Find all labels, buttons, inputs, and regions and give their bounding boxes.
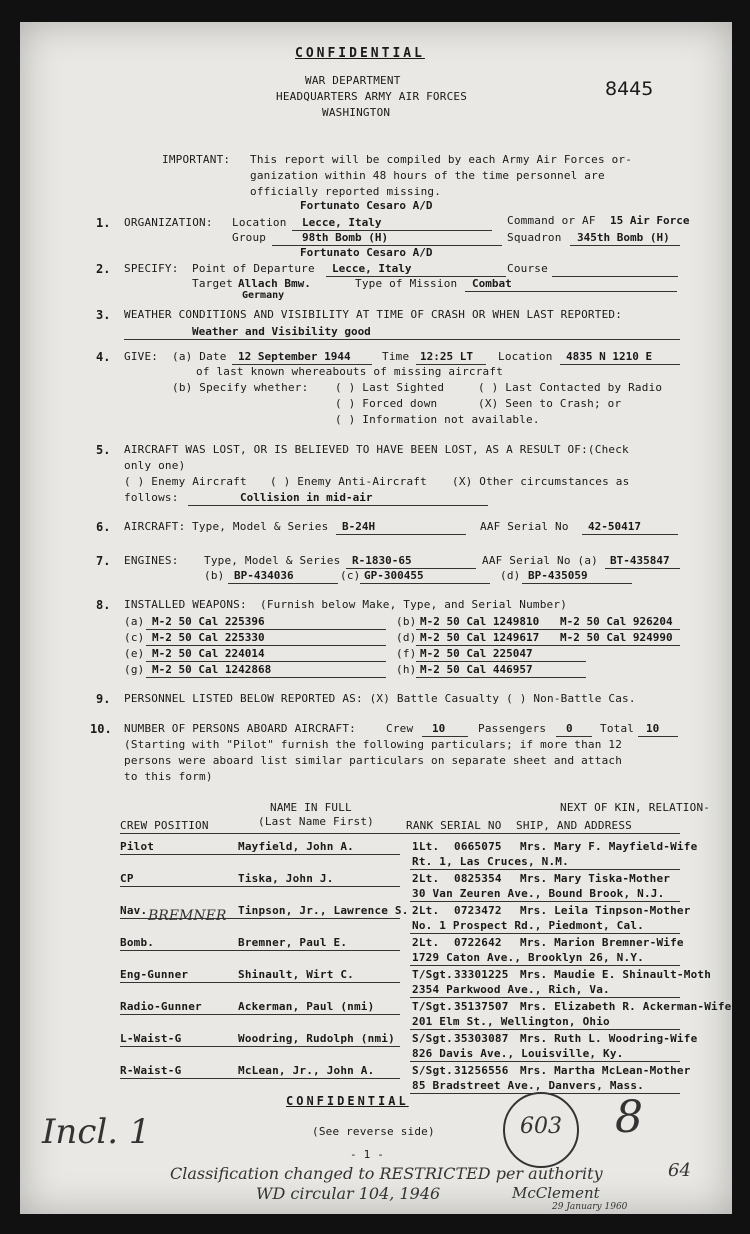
specify-label: SPECIFY:: [124, 262, 179, 275]
classification-header: CONFIDENTIAL: [295, 46, 425, 61]
section-5-number: 5.: [96, 443, 111, 457]
crew-rank: S/Sgt.: [412, 1064, 453, 1077]
handwritten-incl: Incl. 1: [42, 1112, 151, 1152]
crew-serial: 0665075: [454, 840, 502, 853]
crew-position: Radio-Gunner: [120, 1000, 202, 1013]
engines-label: ENGINES:: [124, 554, 179, 567]
weapon-c: M-2 50 Cal 225330: [152, 631, 265, 644]
important-line-2: ganization within 48 hours of the time personnel are: [250, 169, 605, 182]
persons-line-4: to this form): [124, 770, 213, 783]
section-2-number: 2.: [96, 262, 111, 276]
weapon-label-b: (b): [396, 615, 417, 628]
give-label: GIVE:: [124, 350, 159, 363]
handwritten-bremner: BREMNER: [148, 908, 227, 924]
crew-position: R-Waist-G: [120, 1064, 182, 1077]
crew-address: 201 Elm St., Wellington, Ohio: [412, 1015, 610, 1028]
city: WASHINGTON: [322, 106, 391, 119]
engines-c-label: (c): [340, 569, 361, 582]
lost-line-1: AIRCRAFT WAS LOST, OR IS BELIEVED TO HAVE BEEN LOST, AS A RESULT OF:(Check: [124, 443, 629, 456]
form-number: 8445: [605, 78, 654, 100]
specify-target-sub: Germany: [242, 290, 285, 301]
lost-opt-other: (X) Other circumstances as: [452, 475, 630, 488]
section-6-number: 6.: [96, 520, 111, 534]
crew-name: Tinpson, Jr., Lawrence S.: [238, 904, 409, 917]
org-squadron-value: 345th Bomb (H): [577, 231, 670, 244]
give-opt-last-sighted: ( ) Last Sighted: [335, 381, 445, 394]
org-command-value: 15 Air Force: [610, 214, 690, 227]
crew-rank: 2Lt.: [412, 872, 440, 885]
weapon-label-g: (g): [124, 663, 145, 676]
crew-address: Rt. 1, Las Cruces, N.M.: [412, 855, 569, 868]
give-date-label: (a) Date: [172, 350, 227, 363]
crew-rank: S/Sgt.: [412, 1032, 453, 1045]
crew-rank: 2Lt.: [412, 904, 440, 917]
lost-line-2: only one): [124, 459, 186, 472]
crew-name: Bremner, Paul E.: [238, 936, 348, 949]
crew-name: Mayfield, John A.: [238, 840, 354, 853]
engines-type-label: Type, Model & Series: [204, 554, 341, 567]
weapon-label-f: (f): [396, 647, 417, 660]
specify-mission-value: Combat: [472, 277, 512, 290]
crew-position: Pilot: [120, 840, 155, 853]
crew-address: No. 1 Prospect Rd., Piedmont, Cal.: [412, 919, 644, 932]
org-group-value: 98th Bomb (H): [302, 231, 389, 244]
persons-total-value: 10: [646, 722, 660, 735]
weapon-e: M-2 50 Cal 224014: [152, 647, 265, 660]
reclass-date: 29 January 1960: [552, 1202, 628, 1212]
weather-value: Weather and Visibility good: [192, 325, 371, 338]
engines-type-value: R-1830-65: [352, 554, 412, 567]
crew-next-of-kin: Mrs. Mary F. Mayfield-Wife: [520, 840, 698, 853]
weapon-b-extra: M-2 50 Cal 926204: [560, 615, 673, 628]
aircraft-serial-value: 42-50417: [588, 520, 641, 533]
specify-departure-label: Point of Departure: [192, 262, 315, 275]
weapons-instruction: (Furnish below Make, Type, and Serial Number): [260, 598, 568, 611]
aircraft-type-value: B-24H: [342, 520, 376, 533]
reclass-line-1: Classification changed to RESTRICTED per authority: [170, 1164, 603, 1183]
crew-serial: 33301225: [454, 968, 509, 981]
crew-position: Nav.: [120, 904, 148, 917]
crew-next-of-kin: Mrs. Ruth L. Woodring-Wife: [520, 1032, 698, 1045]
persons-crew-value: 10: [432, 722, 446, 735]
give-a-line-2: of last known whereabouts of missing aircraft: [196, 365, 504, 378]
crew-position: Eng-Gunner: [120, 968, 189, 981]
weapon-label-c: (c): [124, 631, 145, 644]
weapon-label-h: (h): [396, 663, 417, 676]
specify-target-value: Allach Bmw.: [238, 277, 311, 290]
give-b-label: (b) Specify whether:: [172, 381, 309, 394]
persons-passengers-value: 0: [566, 722, 573, 735]
give-opt-last-contacted: ( ) Last Contacted by Radio: [478, 381, 663, 394]
section-7-number: 7.: [96, 554, 111, 568]
crew-header-name: NAME IN FULL: [270, 801, 352, 814]
classification-footer: CONFIDENTIAL: [286, 1094, 409, 1108]
aircraft-label: AIRCRAFT:: [124, 520, 186, 533]
page-number: - 1 -: [350, 1148, 385, 1161]
aircraft-serial-label: AAF Serial No: [480, 520, 569, 533]
crew-name: Ackerman, Paul (nmi): [238, 1000, 375, 1013]
crew-position: L-Waist-G: [120, 1032, 182, 1045]
crew-next-of-kin: Mrs. Martha McLean-Mother: [520, 1064, 691, 1077]
weapon-d: M-2 50 Cal 1249617: [420, 631, 540, 644]
important-line-3: officially reported missing.: [250, 185, 442, 198]
crew-address: 85 Bradstreet Ave., Danvers, Mass.: [412, 1079, 644, 1092]
headquarters: HEADQUARTERS ARMY AIR FORCES: [276, 90, 468, 103]
stamp-number: 603: [520, 1114, 562, 1139]
section-8-number: 8.: [96, 598, 111, 612]
org-above-value: Fortunato Cesaro A/D: [300, 199, 433, 212]
crew-header-kin-2: SHIP, AND ADDRESS: [516, 819, 632, 832]
weapon-f: M-2 50 Cal 225047: [420, 647, 533, 660]
see-reverse: (See reverse side): [312, 1125, 435, 1138]
give-time-label: Time: [382, 350, 410, 363]
give-location-value: 4835 N 1210 E: [566, 350, 653, 363]
crew-serial: 35303087: [454, 1032, 509, 1045]
give-opt-seen-to-crash: (X) Seen to Crash; or: [478, 397, 622, 410]
crew-position: Bomb.: [120, 936, 155, 949]
weapon-b: M-2 50 Cal 1249810: [420, 615, 540, 628]
engines-b-label: (b): [204, 569, 225, 582]
crew-position: CP: [120, 872, 134, 885]
department: WAR DEPARTMENT: [305, 74, 401, 87]
give-date-value: 12 September 1944: [238, 350, 351, 363]
engines-b-value: BP-434036: [234, 569, 294, 582]
crew-header-rank: RANK SERIAL NO: [406, 819, 502, 832]
engines-c-value: GP-300455: [364, 569, 424, 582]
persons-label: NUMBER OF PERSONS ABOARD AIRCRAFT:: [124, 722, 356, 735]
crew-header-position: CREW POSITION: [120, 819, 209, 832]
persons-passengers-label: Passengers: [478, 722, 547, 735]
specify-course-label: Course: [507, 262, 548, 275]
specify-above-value: Fortunato Cesaro A/D: [300, 246, 433, 259]
crew-next-of-kin: Mrs. Mary Tiska-Mother: [520, 872, 671, 885]
crew-serial: 0722642: [454, 936, 502, 949]
crew-next-of-kin: Mrs. Leila Tinpson-Mother: [520, 904, 691, 917]
crew-next-of-kin: Mrs. Maudie E. Shinault-Moth: [520, 968, 712, 981]
crew-rank: 1Lt.: [412, 840, 440, 853]
document-sheet: [20, 22, 732, 1214]
org-command-label: Command or AF: [507, 214, 596, 227]
org-location-label: Location: [232, 216, 287, 229]
crew-name: Shinault, Wirt C.: [238, 968, 354, 981]
crew-header-name-sub: (Last Name First): [258, 815, 374, 828]
crew-next-of-kin: Mrs. Marion Bremner-Wife: [520, 936, 684, 949]
reclass-corner-number: 64: [668, 1160, 691, 1181]
crew-header-kin: NEXT OF KIN, RELATION-: [560, 801, 711, 814]
crew-rank: 2Lt.: [412, 936, 440, 949]
weapon-label-a: (a): [124, 615, 145, 628]
give-time-value: 12:25 LT: [420, 350, 473, 363]
reclass-line-2: WD circular 104, 1946: [256, 1184, 441, 1203]
lost-follows: follows:: [124, 491, 179, 504]
engines-a-value: BT-435847: [610, 554, 670, 567]
crew-rank: T/Sgt.: [412, 968, 453, 981]
specify-target-label: Target: [192, 277, 233, 290]
persons-line-2: (Starting with "Pilot" furnish the following particulars; if more than 12: [124, 738, 623, 751]
crew-name: Woodring, Rudolph (nmi): [238, 1032, 395, 1045]
weapons-label: INSTALLED WEAPONS:: [124, 598, 247, 611]
persons-total-label: Total: [600, 722, 635, 735]
section-9-number: 9.: [96, 692, 111, 706]
important-label: IMPORTANT:: [162, 153, 231, 166]
persons-crew-label: Crew: [386, 722, 414, 735]
weapon-label-d: (d): [396, 631, 417, 644]
important-line-1: This report will be compiled by each Army Air Forces or-: [250, 153, 633, 166]
engines-d-label: (d): [500, 569, 521, 582]
give-opt-info-not-available: ( ) Information not available.: [335, 413, 540, 426]
lost-opt-enemy-aircraft: ( ) Enemy Aircraft: [124, 475, 247, 488]
specify-departure-value: Lecce, Italy: [332, 262, 412, 275]
crew-next-of-kin: Mrs. Elizabeth R. Ackerman-Wife: [520, 1000, 732, 1013]
give-location-label: Location: [498, 350, 553, 363]
org-label: ORGANIZATION:: [124, 216, 213, 229]
give-opt-forced-down: ( ) Forced down: [335, 397, 438, 410]
specify-mission-label: Type of Mission: [355, 277, 458, 290]
aircraft-type-label: Type, Model & Series: [192, 520, 329, 533]
lost-opt-enemy-anti-aircraft: ( ) Enemy Anti-Aircraft: [270, 475, 427, 488]
weapon-a: M-2 50 Cal 225396: [152, 615, 265, 628]
engines-serial-label: AAF Serial No (a): [482, 554, 598, 567]
section-10-number: 10.: [90, 722, 112, 736]
crew-address: 826 Davis Ave., Louisville, Ky.: [412, 1047, 624, 1060]
margin-fraction: 8: [615, 1092, 643, 1143]
crew-address: 1729 Caton Ave., Brooklyn 26, N.Y.: [412, 951, 644, 964]
crew-name: Tiska, John J.: [238, 872, 334, 885]
crew-serial: 0825354: [454, 872, 502, 885]
crew-serial: 31256556: [454, 1064, 509, 1077]
crew-address: 30 Van Zeuren Ave., Bound Brook, N.J.: [412, 887, 665, 900]
crew-address: 2354 Parkwood Ave., Rich, Va.: [412, 983, 610, 996]
section-4-number: 4.: [96, 350, 111, 364]
org-location-value: Lecce, Italy: [302, 216, 382, 229]
crew-serial: 35137507: [454, 1000, 509, 1013]
reclass-signature: McClement: [512, 1184, 600, 1202]
section-1-number: 1.: [96, 216, 111, 230]
org-squadron-label: Squadron: [507, 231, 562, 244]
personnel-text: PERSONNEL LISTED BELOW REPORTED AS: (X) Battle Casualty ( ) Non-Battle Cas.: [124, 692, 636, 705]
weapon-h: M-2 50 Cal 446957: [420, 663, 533, 676]
engines-d-value: BP-435059: [528, 569, 588, 582]
weapon-g: M-2 50 Cal 1242868: [152, 663, 272, 676]
lost-value: Collision in mid-air: [240, 491, 373, 504]
weapon-label-e: (e): [124, 647, 145, 660]
persons-line-3: persons were aboard list similar particulars on separate sheet and attach: [124, 754, 623, 767]
weapon-d-extra: M-2 50 Cal 924990: [560, 631, 673, 644]
crew-serial: 0723472: [454, 904, 502, 917]
crew-rank: T/Sgt.: [412, 1000, 453, 1013]
section-3-number: 3.: [96, 308, 111, 322]
weather-label: WEATHER CONDITIONS AND VISIBILITY AT TIME OF CRASH OR WHEN LAST REPORTED:: [124, 308, 623, 321]
org-group-label: Group: [232, 231, 267, 244]
crew-name: McLean, Jr., John A.: [238, 1064, 375, 1077]
